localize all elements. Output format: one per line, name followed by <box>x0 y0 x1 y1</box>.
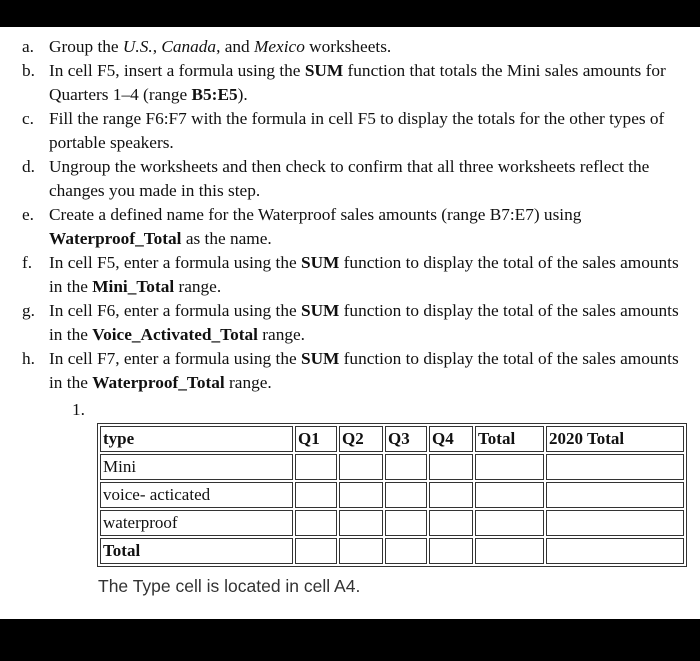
table-cell <box>475 482 544 508</box>
bold-term: B5:E5 <box>191 85 238 104</box>
table-cell <box>546 482 684 508</box>
table-cell <box>429 510 473 536</box>
table-row <box>100 510 684 536</box>
header-cell: Q3 <box>385 426 427 452</box>
table-cell: Mini <box>100 454 293 480</box>
header-cell: type <box>100 426 293 452</box>
table-cell <box>385 482 427 508</box>
table-cell <box>546 510 684 536</box>
item-marker: a. <box>22 37 34 56</box>
bold-term: SUM <box>300 349 340 368</box>
table-cell <box>475 454 544 480</box>
instruction-text: Create a defined name for the Waterproof sales amounts (range B7:E7) using Waterproof_Total as the name. <box>49 205 582 248</box>
bold-term: Voice_Activated_Total <box>92 325 258 344</box>
item-marker: h. <box>22 349 35 368</box>
instruction-list <box>0 35 700 395</box>
sub-item-marker: 1. <box>72 400 85 419</box>
item-marker: b. <box>22 61 35 80</box>
worksheet-name: Mexico <box>253 37 305 56</box>
table-cell <box>339 538 383 564</box>
instruction-text: Group the U.S., Canada, and Mexico worksheets. <box>49 37 392 56</box>
table-total-row <box>100 538 684 564</box>
instruction-item <box>0 251 700 299</box>
header-cell: Total <box>475 426 544 452</box>
instruction-text: In cell F5, insert a formula using the SUM function that totals the Mini sales amounts for Quarters 1–4 (range B5:E5). <box>49 61 666 104</box>
instruction-item <box>0 203 700 251</box>
instruction-item <box>0 59 700 107</box>
item-marker: d. <box>22 157 35 176</box>
table-header-row <box>100 426 684 452</box>
instruction-item <box>0 299 700 347</box>
item-marker: f. <box>22 253 33 272</box>
table-cell <box>429 538 473 564</box>
table-cell <box>295 482 337 508</box>
table-cell <box>385 538 427 564</box>
bold-term: Waterproof_Total <box>49 229 182 248</box>
bold-term: SUM <box>304 61 344 80</box>
item-marker: e. <box>22 205 34 224</box>
table-cell: voice- acticated <box>100 482 293 508</box>
worksheet-name: U.S. <box>122 37 153 56</box>
instruction-text: Ungroup the worksheets and then check to confirm that all three worksheets reflect the changes you made in this step. <box>49 157 650 200</box>
top-black-bar <box>0 0 700 27</box>
instruction-item <box>0 347 700 395</box>
bold-term: SUM <box>300 253 340 272</box>
bold-term: Mini_Total <box>92 277 175 296</box>
table-cell <box>295 454 337 480</box>
table-cell <box>339 482 383 508</box>
table-cell <box>295 538 337 564</box>
table-cell <box>429 482 473 508</box>
instruction-text: In cell F7, enter a formula using the SUM function to display the total of the sales amounts in the Waterproof_Total range. <box>49 349 679 392</box>
instruction-item <box>0 35 700 59</box>
cell-location-note: The Type cell is located in cell A4. <box>98 576 361 596</box>
table-cell <box>295 510 337 536</box>
instruction-text: In cell F5, enter a formula using the SUM function to display the total of the sales amounts in the Mini_Total range. <box>49 253 679 296</box>
header-cell: Q2 <box>339 426 383 452</box>
instruction-item <box>0 107 700 155</box>
header-cell: 2020 Total <box>546 426 684 452</box>
table-row <box>100 454 684 480</box>
item-marker: g. <box>22 301 35 320</box>
table-cell: waterproof <box>100 510 293 536</box>
instruction-text: In cell F6, enter a formula using the SUM function to display the total of the sales amounts in the Voice_Activated_Total range. <box>49 301 679 344</box>
worksheet-name: Canada <box>161 37 217 56</box>
table-row <box>100 482 684 508</box>
bottom-black-bar <box>0 619 700 661</box>
worksheet-table <box>97 423 687 567</box>
table-cell <box>385 510 427 536</box>
table-cell <box>339 454 383 480</box>
header-cell: Q1 <box>295 426 337 452</box>
header-cell: Q4 <box>429 426 473 452</box>
table-cell <box>475 510 544 536</box>
table-cell <box>385 454 427 480</box>
table-cell: Total <box>100 538 293 564</box>
table-cell <box>546 454 684 480</box>
bold-term: Waterproof_Total <box>92 373 225 392</box>
instruction-item <box>0 155 700 203</box>
item-marker: c. <box>22 109 34 128</box>
table-cell <box>475 538 544 564</box>
table-cell <box>429 454 473 480</box>
table-cell <box>339 510 383 536</box>
table-cell <box>546 538 684 564</box>
bold-term: SUM <box>300 301 340 320</box>
instruction-text: Fill the range F6:F7 with the formula in cell F5 to display the totals for the other types of portable speakers. <box>49 109 665 152</box>
